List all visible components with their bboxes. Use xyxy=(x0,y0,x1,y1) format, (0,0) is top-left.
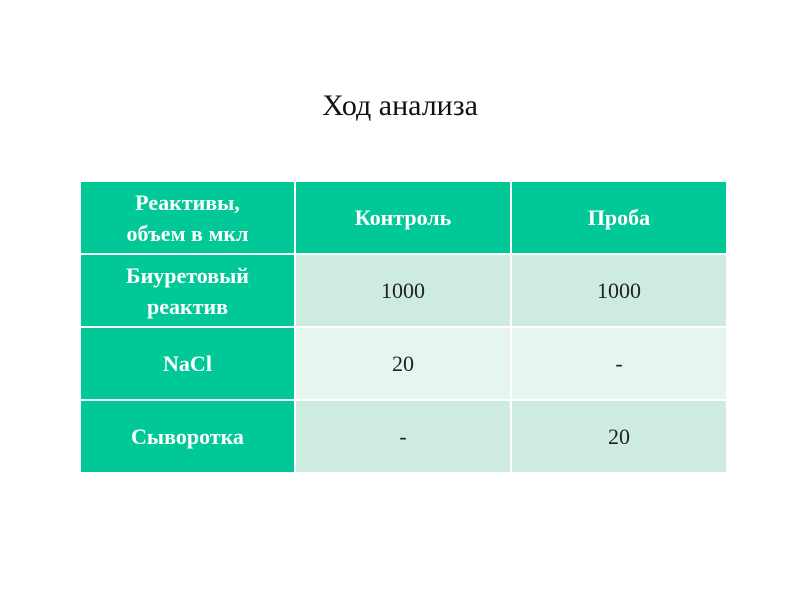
table-row xyxy=(80,327,727,400)
row-label-biuret-line1: Биуретовый xyxy=(126,262,249,288)
row-label-nacl: NaCl xyxy=(80,327,295,400)
cell-serum-control: - xyxy=(295,400,511,473)
header-reagents-line2: объем в мкл xyxy=(126,220,249,246)
header-reagents xyxy=(80,181,295,254)
analysis-table xyxy=(79,180,728,474)
row-label-biuret xyxy=(80,254,295,327)
cell-biuret-control: 1000 xyxy=(295,254,511,327)
table-header-row xyxy=(80,181,727,254)
table-row xyxy=(80,254,727,327)
header-control: Контроль xyxy=(295,181,511,254)
row-label-serum: Сыворотка xyxy=(80,400,295,473)
cell-nacl-control: 20 xyxy=(295,327,511,400)
slide-title: Ход анализа xyxy=(322,89,478,122)
row-label-biuret-line2: реактив xyxy=(146,293,229,319)
table-row xyxy=(80,400,727,473)
header-reagents-line1: Реактивы, xyxy=(135,189,240,215)
cell-serum-sample: 20 xyxy=(511,400,727,473)
cell-nacl-sample: - xyxy=(511,327,727,400)
header-sample: Проба xyxy=(511,181,727,254)
cell-biuret-sample: 1000 xyxy=(511,254,727,327)
